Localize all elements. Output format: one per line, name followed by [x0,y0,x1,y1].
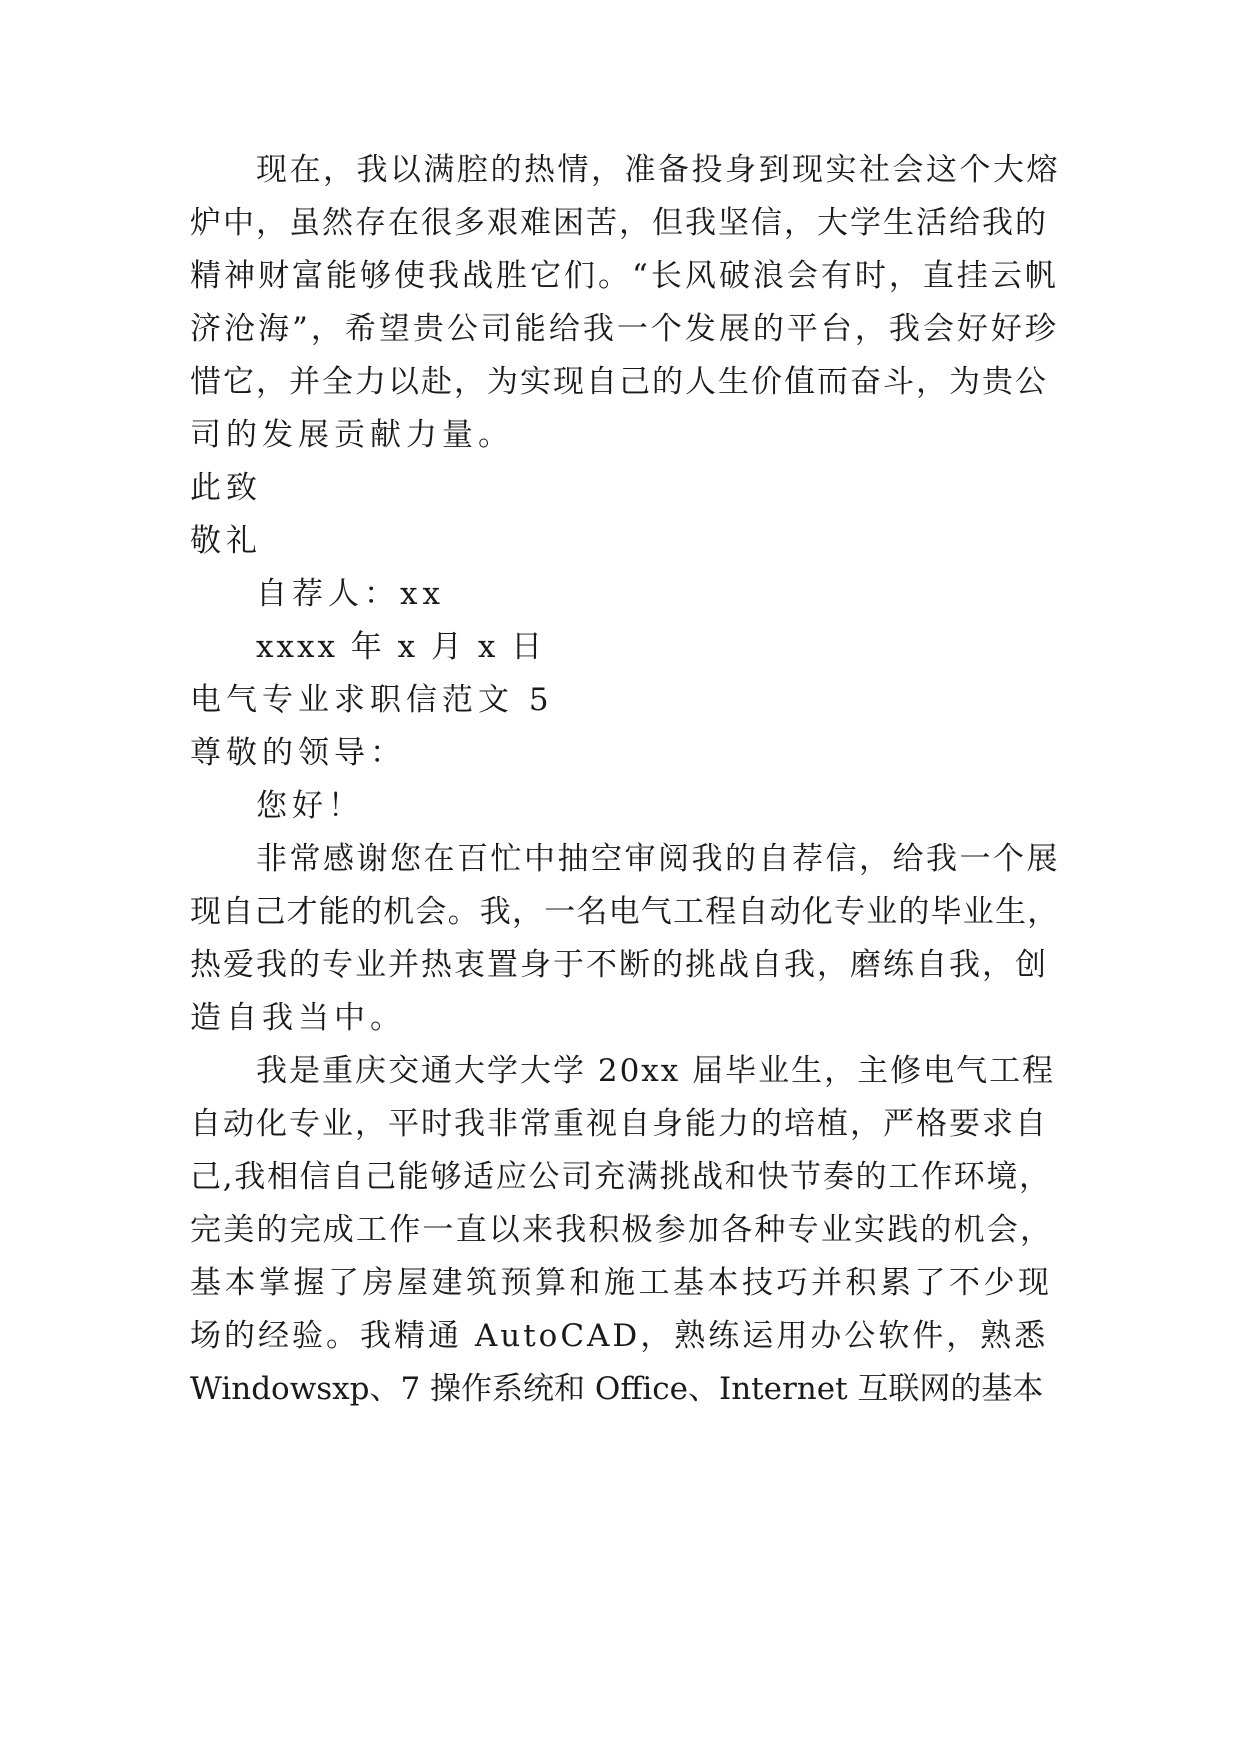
paragraph-line: 基本掌握了房屋建筑预算和施工基本技巧并积累了不少现 [190,1265,1053,1301]
paragraph-line: 己,我相信自己能够适应公司充满挑战和快节奏的工作环境， [190,1159,1052,1195]
paragraph-line: 场的经验。我精通 AutoCAD，熟练运用办公软件，熟悉 [190,1318,1049,1354]
paragraph-line: 惜它，并全力以赴，为实现自己的人生价值而奋斗，为贵公 [190,364,1048,400]
signature-line: 自荐人：xx [256,576,445,612]
paragraph-line: 自动化专业，平时我非常重视自身能力的培植，严格要求自 [190,1106,1048,1142]
greeting-line: 尊敬的领导： [190,735,406,771]
paragraph-line: 司的发展贡献力量。 [190,417,514,453]
closing-respect: 敬礼 [190,523,262,559]
paragraph-line: 济沧海”，希望贵公司能给我一个发展的平台，我会好好珍 [190,311,1059,347]
section-title: 电气专业求职信范文 5 [190,682,554,718]
paragraph-line: 我是重庆交通大学大学 20xx 届毕业生，主修电气工程 [256,1053,1056,1089]
greeting-hello: 您好！ [256,788,364,824]
paragraph-line: 热爱我的专业并热衷置身于不断的挑战自我，磨练自我，创 [190,947,1048,983]
paragraph-line: 精神财富能够使我战胜它们。“长风破浪会有时，直挂云帆 [190,258,1059,294]
paragraph-line: Windowsxp、7 操作系统和 Office、Internet 互联网的基本 [190,1371,1044,1407]
closing-salutation: 此致 [190,470,262,506]
paragraph-line: 炉中，虽然存在很多艰难困苦，但我坚信，大学生活给我的 [190,205,1048,241]
date-line: xxxx 年 x 月 x 日 [256,629,546,665]
paragraph-line: 非常感谢您在百忙中抽空审阅我的自荐信，给我一个展 [256,841,1060,877]
paragraph-line: 造自我当中。 [190,1000,406,1036]
paragraph-line: 现在，我以满腔的热情，准备投身到现实社会这个大熔 [256,152,1060,188]
paragraph-line: 完美的完成工作一直以来我积极参加各种专业实践的机会， [190,1212,1054,1248]
paragraph-line: 现自己才能的机会。我，一名电气工程自动化专业的毕业生， [190,894,1060,930]
